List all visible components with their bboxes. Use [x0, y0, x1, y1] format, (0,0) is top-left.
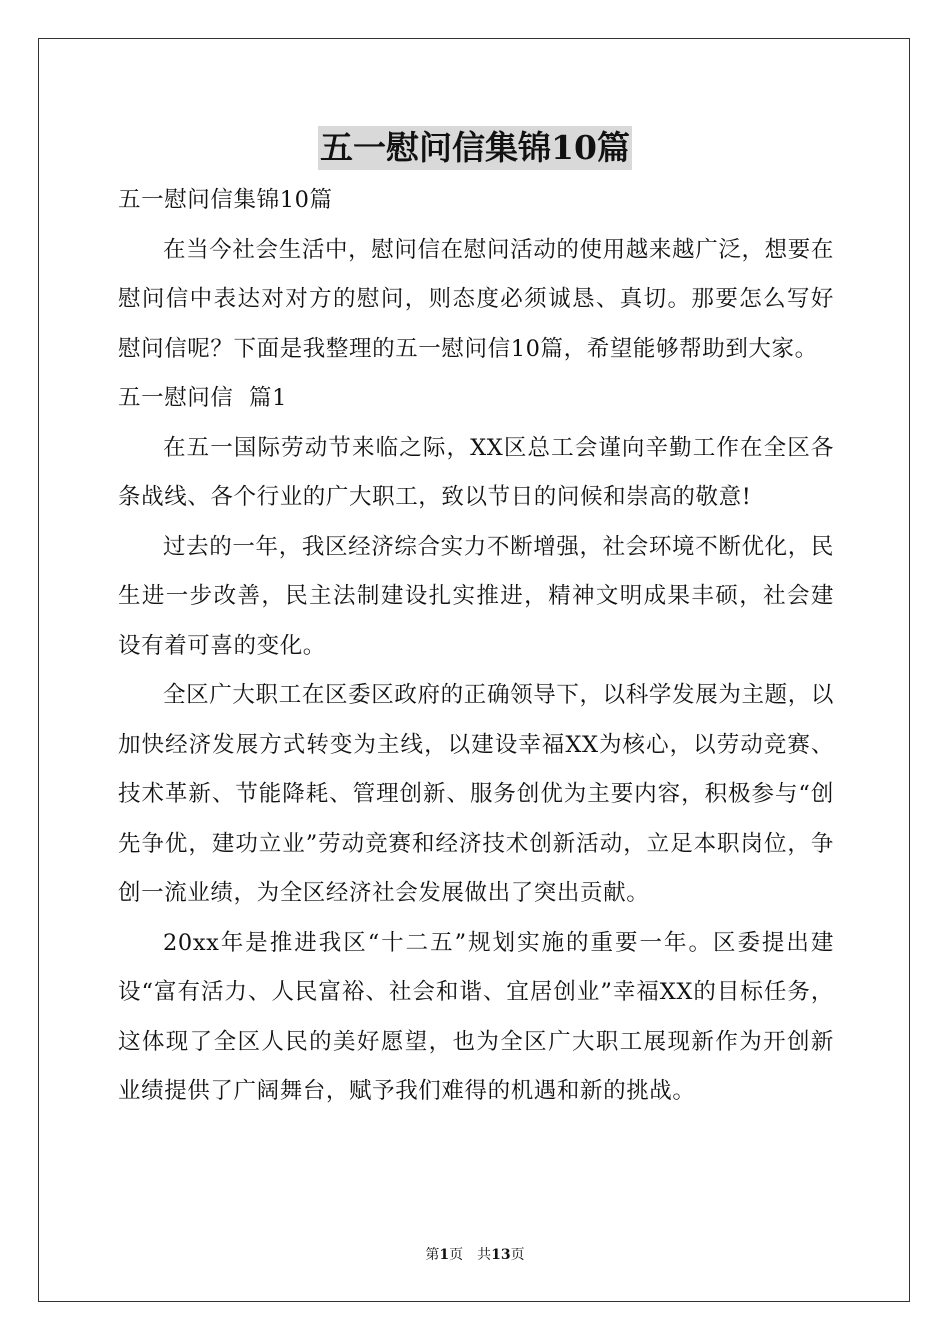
paragraph: 在五一国际劳动节来临之际，XX区总工会谨向辛勤工作在全区各条战线、各个行业的广大职工，致以节日的问候和崇高的敬意!	[118, 434, 834, 510]
paragraph: 全区广大职工在区委区政府的正确领导下，以科学发展为主题，以加快经济发展方式转变为主线，以建设幸福XX为核心，以劳动竞赛、技术革新、节能降耗、管理创新、服务创优为主要内容，积极参与“创先争优，建功立业”劳动竞赛和经济技术创新活动，立足本职岗位，争创一流业绩，为全区经济社会发展做出了突出贡献。	[118, 682, 834, 906]
paragraph: 20xx年是推进我区“十二五”规划实施的重要一年。区委提出建设“富有活力、人民富裕、社会和谐、宜居创业”幸福XX的目标任务，这体现了全区人民的美好愿望，也为全区广大职工展现新作为开创新业绩提供了广阔舞台，赋予我们难得的机遇和新的挑战。	[118, 929, 834, 1104]
page-prefix: 第	[425, 1247, 440, 1263]
page-suffix: 页	[510, 1247, 525, 1263]
page-footer	[0, 1246, 950, 1264]
document-title-container	[0, 126, 950, 170]
paragraph: 五一慰问信集锦10篇	[118, 187, 333, 213]
paragraph: 过去的一年，我区经济综合实力不断增强，社会环境不断优化，民生进一步改善，民主法制建设扎实推进，精神文明成果丰硕，社会建设有着可喜的变化。	[118, 533, 834, 659]
page-total: 13	[491, 1247, 511, 1263]
document-body	[118, 176, 834, 1117]
section-heading: 五一慰问信 篇1	[118, 385, 288, 411]
paragraph: 在当今社会生活中，慰问信在慰问活动的使用越来越广泛，想要在慰问信中表达对对方的慰问，则态度必须诚恳、真切。那要怎么写好慰问信呢？下面是我整理的五一慰问信10篇，希望能够帮助到大家。	[118, 236, 834, 362]
page-mid: 页 共	[449, 1247, 492, 1263]
page-current: 1	[439, 1247, 450, 1263]
document-title: 五一慰问信集锦10篇	[318, 126, 632, 170]
